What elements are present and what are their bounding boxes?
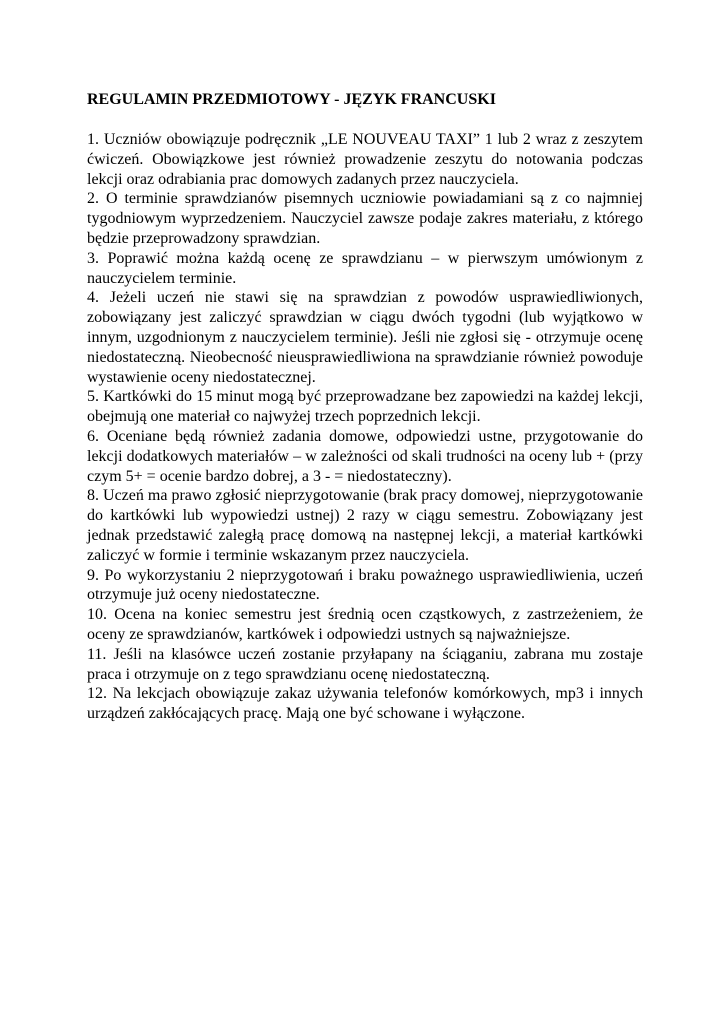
rule-4: 4. Jeżeli uczeń nie stawi się na sprawdzian z powodów usprawiedliwionych, zobowiązany jest zaliczyć sprawdzian w ciągu dwóch tygodni (lub wyjątkowo w innym, uzgodnionym z nauczycielem terminie). Jeśli nie zgłosi się - otrzymuje ocenę niedostateczną. Nieobecność nieusprawiedliwiona na sprawdzianie również powoduje wystawienie oceny niedostatecznej. — [87, 289, 643, 386]
rule-10: 10. Ocena na koniec semestru jest średnią ocen cząstkowych, z zastrzeżeniem, że oceny ze sprawdzianów, kartkówek i odpowiedzi ustnych są najważniejsze. — [87, 606, 643, 643]
rule-2: 2. O terminie sprawdzianów pisemnych uczniowie powiadamiani są z co najmniej tygodniowym wyprzedzeniem. Nauczyciel zawsze podaje zakres materiału, z którego będzie przeprowadzony sprawdzian. — [87, 190, 643, 247]
rule-5: 5. Kartkówki do 15 minut mogą być przeprowadzane bez zapowiedzi na każdej lekcji, obejmują one materiał co najwyżej trzech poprzednich lekcji. — [87, 388, 643, 426]
rules-list — [87, 130, 643, 724]
rule-3: 3. Poprawić można każdą ocenę ze sprawdzianu – w pierwszym umówionym z nauczycielem terminie. — [87, 249, 643, 287]
rule-11: 11. Jeśli na klasówce uczeń zostanie przyłapany na ściąganiu, zabrana mu zostaje praca i otrzymuje on z tego sprawdzianu ocenę niedostateczną. — [87, 645, 643, 683]
rule-1: 1. Uczniów obowiązuje podręcznik „LE NOUVEAU TAXI” 1 lub 2 wraz z zeszytem ćwiczeń. Obowiązkowe jest również prowadzenie zeszytu do notowania podczas lekcji oraz odrabiania prac domowych zadanych przez nauczyciela. — [87, 131, 643, 188]
rule-9: 9. Po wykorzystaniu 2 nieprzygotowań i braku poważnego usprawiedliwienia, uczeń otrzymuje już oceny niedostateczne. — [87, 566, 643, 604]
document-title: REGULAMIN PRZEDMIOTOWY - JĘZYK FRANCUSKI — [87, 91, 496, 108]
rule-6: 6. Oceniane będą również zadania domowe, odpowiedzi ustne, przygotowanie do lekcji dodatkowych materiałów – w zależności od skali trudności na oceny lub + (przy czym 5+ = ocenie bardzo dobrej, a 3 - = niedostateczny). — [87, 427, 643, 485]
rule-8: 8. Uczeń ma prawo zgłosić nieprzygotowanie (brak pracy domowej, nieprzygotowanie do kartkówki lub wypowiedzi ustnej) 2 razy w ciągu semestru. Zobowiązany jest jednak przedstawić zaległą pracę domową na następnej lekcji, a materiał kartkówki zaliczyć w formie i terminie wskazanym przez nauczyciela. — [87, 487, 643, 564]
rule-12: 12. Na lekcjach obowiązuje zakaz używania telefonów komórkowych, mp3 i innych urządzeń zakłócających pracę. Mają one być schowane i wyłączone. — [87, 685, 643, 723]
document-page — [87, 90, 643, 724]
